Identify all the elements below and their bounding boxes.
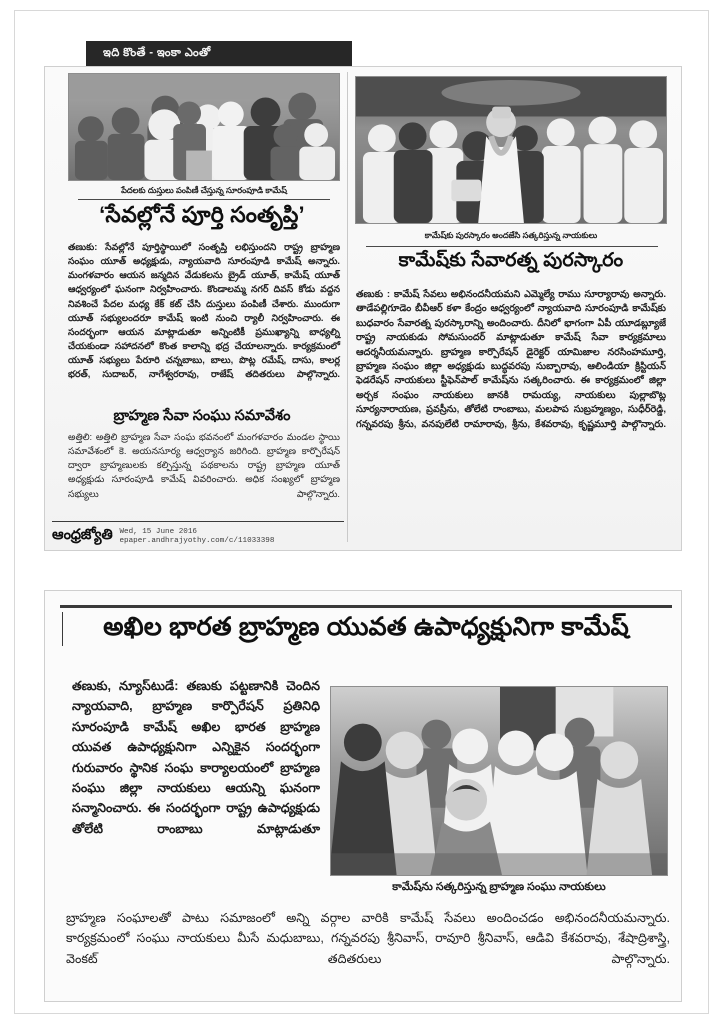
article-upadhyakshudu-body-full	[66, 908, 670, 969]
article-upadhyakshudu-body-left	[72, 676, 320, 839]
article-upadhyakshudu-photo-caption: కామేష్‌ను సత్కరిస్తున్న బ్రాహ్మణ సంఘు నాయకులు	[392, 881, 606, 893]
article-upadhyakshudu-body-left-text: తణుకు, న్యూస్‌టుడే: తణుకు పట్టణానికి చెందిన న్యాయవాది, బ్రాహ్మణ కార్పొరేషన్ ప్రతినిధి సూరంపూడి కామేష్ అఖిల భారత బ్రాహ్మణ యువత ఉపాధ్యక్షునిగా ఎన్నికైన సందర్భంగా గురువారం స్థానిక సంఘ కార్యాలయంలో బ్రాహ్మణ సంఘు జిల్లా నాయకులు ఆయన్ని ఘనంగా సన్మానించారు. ఈ సందర్భంగా రాష్ట్ర ఉపాధ్యక్షుడు తోలేటి రాంబాబు మాట్లాడుతూ	[72, 679, 320, 836]
stamp-rule	[52, 521, 344, 522]
article-upadhyakshudu-photo	[330, 686, 668, 876]
article-seva-subhead: బ్రాహ్మణ సేవా సంఘు సమావేశం	[113, 408, 291, 424]
stamp-date: Wed, 15 June 2016	[119, 527, 197, 536]
bottom-top-rule	[60, 605, 672, 608]
article-puraskaram-photo	[355, 76, 667, 224]
article-puraskaram-body-text: తణుకు : కామేష్ సేవలు అభినందనీయమని ఎమ్మెల్యే రాము సూర్యారావు అన్నారు. తాడేపల్లిగూడెం బీవీఆర్ కళా కేంద్రం ఆధ్వర్యంలో న్యాయవాది సూరంపూడి కామేష్‌కు బుధవారం సేవారత్న పురస్కారాన్ని అందించారు. దీనిలో భాగంగా ఏపీ యూడబ్ల్యూజే రాష్ట్ర నాయకుడు సోమసుందర్ మాట్లాడుతూ కామేష్ సేవా కార్యక్రమాలు ఆదర్శనీయమన్నారు. బ్రాహ్మణ కార్పొరేషన్ డైరెక్టర్ యామిజాల నరసింహమూర్తి, బ్రాహ్మణ సంఘం జిల్లా అధ్యక్షుడు బుద్ధవరపు సుబ్బారావు, ఆలిండియా క్రిస్టియన్ ఫెడరేషన్ నాయకులు స్టీఫెన్‌పాల్ కామేష్‌ను సత్కరించారు. ఈ కార్యక్రమంలో జిల్లా అర్చక సంఘం నాయకులు జానకి రామయ్య, నాయకులు పుల్లాబొట్ల సూర్యనారాయణ, ప్రవస్రీను, తోలేటి రాంబాబు, మలపాప సుబ్రహ్మణ్యం, సుధీర్‌రెడ్డి, గన్నవరపు శ్రీను, వనపులేటి రామారావు, శ్రీను, కేశవరావు, కృష్ణమూర్తి పాల్గొన్నారు.	[356, 289, 666, 430]
article-seva-body2	[68, 430, 340, 501]
article-seva-headline: ‘సేవల్లోనే పూర్తి సంతృప్తి’	[99, 202, 305, 227]
article-seva-body-text: తణుకు: సేవల్లోనే పూర్తిస్థాయిలో సంతృప్తి లభిస్తుందని రాష్ట్ర బ్రాహ్మణ సంఘం యూత్ అధ్యక్షుడు, న్యాయవాది సూరంపూడి కామేష్ అన్నారు. మంగళవారం ఆయన జన్మదిన వేడుకలను బ్రైడ్ యూత్, కామేష్ యూత్ ఆధ్వర్యంలో ఘనంగా నిర్వహించారు. కొండాలమ్మ నగర్ దివస్ కోడు వద్దన నివశించే పేదల మధ్య కేక్ కట్ చేసి దుస్తులు పంపిణీ చేశారు. ముందుగా యూత్ సభ్యులందరూ కామేష్ ఇంటి నుంచి ర్యాలీ నిర్వహించారు. ఈ సందర్భంగా ఆయన మాట్లాడుతూ అన్నింటికీ ప్రముఖ్యాన్ని బాధ్యల్ని చేయకుండా సహాదనలో కొంత కాలాన్ని భద్ర చేయాలన్నారు. కార్యక్రమంలో యూత్ సభ్యులు పేరూరి చన్నబాబు, బాలు, పొట్ల రమేష్, దాసు, కాలర్ల భరత్, సుదాబర్, నాగేశ్వరరావు, రాజేష్ తదితరులు పాల్గొన్నారు.	[68, 242, 340, 380]
article-upadhyakshudu-body-full-text: బ్రాహ్మణ సంఘాలతో పాటు సమాజంలో అన్ని వర్గాల వారికి కామేష్ సేవలు అందించడం అభినందనీయమన్నారు. కార్యక్రమంలో సంఘు నాయకులు మీసే మధుబాబు, గన్నవరపు శ్రీనివాస్, రావూరి శ్రీనివాస్, ఆడివి కేశవరావు, శేషాద్రిశాస్త్రి, వెంకట్ తదితరులు పాల్గొన్నారు.	[66, 911, 670, 966]
article-puraskaram-headline: కామేష్‌కు సేవారత్న పురస్కారం	[398, 250, 624, 271]
top-banner	[86, 41, 352, 66]
article-seva-photo-caption: పేదలకు దుస్తులు పంపిణీ చేస్తున్న సూరంపూడి కామేష్	[121, 186, 287, 195]
caption-rule-1	[78, 199, 330, 200]
article-puraskaram-body	[356, 288, 666, 432]
stamp-url[interactable]: epaper.andhrajyothy.com/c/11033398	[119, 537, 275, 545]
article-seva-body2-text: అత్తిలి: అత్తిలి బ్రాహ్మణ సేవా సంఘ భవనంలో మంగళవారం మండల స్థాయి సమావేశంలో కె. అయనసూర్య ఆధ్వర్యాన జరిగింది. బ్రాహ్మణ కార్పొరేషన్ ద్వారా బ్రాహ్మణులకు కల్పిస్తున్న పథకాలను రాష్ట్ర బ్రాహ్మణ యూత్ అధ్యక్షుడు సూరంపూడి కామేష్ వివరించారు. అధిక సంఖ్యలో బ్రాహ్మణ సభ్యులు పాల్గొన్నారు.	[68, 432, 340, 499]
epaper-stamp	[52, 524, 352, 550]
caption-rule-2	[366, 246, 658, 247]
article-seva-body	[68, 240, 340, 381]
banner-text: ఇది కొంతే - ఇంకా ఎంతో	[103, 46, 211, 59]
masthead-logo: ఆంధ్రజ్యోతి	[52, 527, 113, 543]
article-puraskaram-photo-caption: కామేష్‌కు పురస్కారం అందజేసి సత్కరిస్తున్న నాయకులు	[424, 231, 598, 240]
article-seva-photo	[68, 73, 340, 181]
column-divider	[347, 72, 348, 542]
article-upadhyakshudu-headline: అఖిల భారత బ్రాహ్మణ యువత ఉపాధ్యక్షునిగా కామేష్	[103, 613, 629, 641]
